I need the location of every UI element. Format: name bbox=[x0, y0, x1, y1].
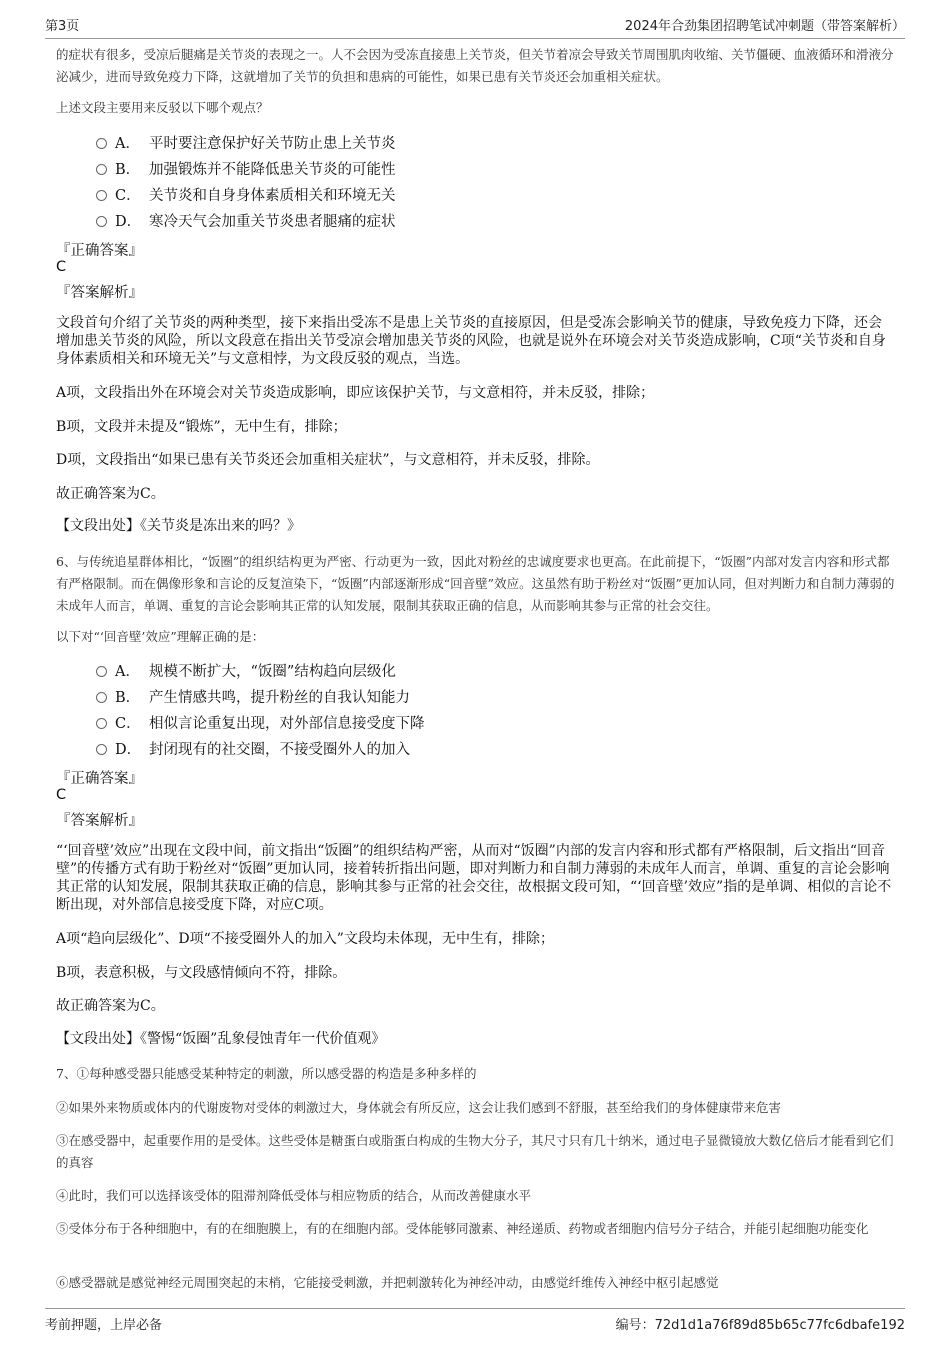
radio-icon[interactable] bbox=[96, 190, 107, 201]
q5-answer: C bbox=[56, 259, 67, 275]
q6-option-c[interactable]: C． 相似言论重复出现，对外部信息接受度下降 bbox=[96, 714, 425, 734]
radio-icon[interactable] bbox=[96, 164, 107, 175]
q7-item-4: ④此时，我们可以选择该受体的阻滞剂降低受体与相应物质的结合，从而改善健康水平 bbox=[56, 1188, 532, 1203]
q5-option-c[interactable]: C． 关节炎和自身身体素质相关和环境无关 bbox=[96, 186, 396, 206]
q7-item-6: ⑥感受器就是感觉神经元周围突起的末梢，它能接受刺激，并把刺激转化为神经冲动，由感觉纤维传入神经中枢引起感觉 bbox=[56, 1275, 719, 1290]
q6-conclusion: 故正确答案为C。 bbox=[56, 998, 165, 1014]
q6-passage: 6、与传统追星群体相比，“饭圈”的组织结构更为严密、行动更为一致，因此对粉丝的忠诚度要求也更高。在此前提下，“饭圈”内部对发言内容和形式都有严格限制。而在偶像形象和言论的反复渲染下，“饭圈”内部逐渐形成“回音壁”效应。这虽然有助于粉丝对“饭圈”更加认同，但对判断力和自制力薄弱的未成年人而言，单调、重复的言论会影响其正常的认知发展，限制其获取正确的信息，从而影响其参与正常的社会交往。 bbox=[56, 554, 895, 613]
radio-icon[interactable] bbox=[96, 216, 107, 227]
q7-item-3: ③在感受器中，起重要作用的是受体。这些受体是糖蛋白或脂蛋白构成的生物大分子，其尺寸只有几十纳米，通过电子显微镜放大数亿倍后才能看到它们的真容 bbox=[56, 1133, 894, 1170]
q5-option-d[interactable]: D． 寒冷天气会加重关节炎患者腿痛的症状 bbox=[96, 212, 396, 232]
document-title: 2024年合劲集团招聘笔试冲刺题（带答案解析） bbox=[624, 19, 905, 34]
q5-analysis-main: 文段首句介绍了关节炎的两种类型，接下来指出受冻不是患上关节炎的直接原因，但是受冻会影响关节的健康，导致免疫力下降，还会增加患关节炎的风险，所以文段意在指出关节受凉会增加患关节炎的风险，也就是说外在环境会对关节炎造成影响，C项“关节炎和自身身体素质相关和环境无关”与文意相悖，为文段反驳的观点，当选。 bbox=[56, 315, 886, 367]
radio-icon[interactable] bbox=[96, 692, 107, 703]
q5-analysis-a: A项，文段指出外在环境会对关节炎造成影响，即应该保护关节，与文意相符，并未反驳，排除； bbox=[56, 385, 655, 401]
q6-analysis-ad: A项“趋向层级化”、D项“不接受圈外人的加入”文段均未体现，无中生有，排除； bbox=[56, 931, 554, 947]
radio-icon[interactable] bbox=[96, 718, 107, 729]
q5-conclusion: 故正确答案为C。 bbox=[56, 486, 165, 502]
radio-icon[interactable] bbox=[96, 744, 107, 755]
q7-item-1: 7、①每种感受器只能感受某种特定的刺激，所以感受器的构造是多种多样的 bbox=[56, 1066, 477, 1081]
page-footer bbox=[45, 1308, 905, 1335]
q6-analysis-b: B项，表意积极，与文段感情倾向不符，排除。 bbox=[56, 965, 347, 981]
q6-analysis-label: 『答案解析』 bbox=[56, 813, 143, 829]
q7-item-5: ⑤受体分布于各种细胞中，有的在细胞膜上，有的在细胞内部。受体能够同激素、神经递质、药物或者细胞内信号分子结合，并能引起细胞功能变化 bbox=[56, 1221, 869, 1236]
q5-source: 【文段出处】《关节炎是冻出来的吗？》 bbox=[56, 518, 301, 534]
document-code: 编号：72d1d1a76f89d85b65c77fc6dbafe192 bbox=[615, 1318, 905, 1333]
page-header bbox=[45, 12, 905, 39]
footer-slogan: 考前押题，上岸必备 bbox=[45, 1318, 163, 1333]
page-number: 第3页 bbox=[45, 19, 80, 34]
q5-analysis-b: B项，文段并未提及“锻炼”，无中生有，排除； bbox=[56, 419, 347, 435]
q6-option-d[interactable]: D． 封闭现有的社交圈，不接受圈外人的加入 bbox=[96, 740, 410, 760]
q5-question: 上述文段主要用来反驳以下哪个观点？ bbox=[56, 100, 269, 115]
radio-icon[interactable] bbox=[96, 138, 107, 149]
q5-option-a[interactable]: A． 平时要注意保护好关节防止患上关节炎 bbox=[96, 134, 396, 154]
q6-analysis-main: “‘回音壁’效应”出现在文段中间，前文指出“饭圈”的组织结构严密，从而对“饭圈”内部的发言内容和形式都有严格限制，后文指出“回音壁”的传播方式有助于粉丝对“饭圈”更加认同，接着转折指出问题，即对判断力和自制力薄弱的未成年人而言，单调、重复的言论会影响其正常的认知发展，限制其获取正确的信息，影响其参与正常的社会交往，故根据文段可知，“‘回音壁’效应”指的是单调、相似的言论不断出现，对外部信息接受度下降，对应C项。 bbox=[56, 843, 892, 913]
q6-source: 【文段出处】《警惕“饭圈”乱象侵蚀青年一代价值观》 bbox=[56, 1031, 386, 1047]
q6-answer: C bbox=[56, 787, 67, 803]
q7-item-2: ②如果外来物质或体内的代谢废物对受体的刺激过大，身体就会有所反应，这会让我们感到不舒服，甚至给我们的身体健康带来危害 bbox=[56, 1100, 782, 1115]
q6-answer-label: 『正确答案』 bbox=[56, 771, 143, 787]
radio-icon[interactable] bbox=[96, 666, 107, 677]
q5-option-b[interactable]: B． 加强锻炼并不能降低患关节炎的可能性 bbox=[96, 160, 396, 180]
q5-analysis-d: D项，文段指出“如果已患有关节炎还会加重相关症状”，与文意相符，并未反驳，排除。 bbox=[56, 452, 600, 468]
intro-paragraph: 的症状有很多，受凉后腿痛是关节炎的表现之一。人不会因为受冻直接患上关节炎，但关节着凉会导致关节周围肌肉收缩、关节僵硬、血液循环和滑液分泌减少，进而导致免疫力下降，这就增加了关节的负担和患病的可能性，如果已患有关节炎还会加重相关症状。 bbox=[56, 47, 894, 84]
q6-question: 以下对“‘回音壁’效应”理解正确的是： bbox=[56, 629, 265, 644]
q6-option-a[interactable]: A． 规模不断扩大，“饭圈”结构趋向层级化 bbox=[96, 662, 396, 682]
q5-answer-label: 『正确答案』 bbox=[56, 243, 143, 259]
q6-option-b[interactable]: B． 产生情感共鸣，提升粉丝的自我认知能力 bbox=[96, 688, 410, 708]
q5-analysis-label: 『答案解析』 bbox=[56, 285, 143, 301]
